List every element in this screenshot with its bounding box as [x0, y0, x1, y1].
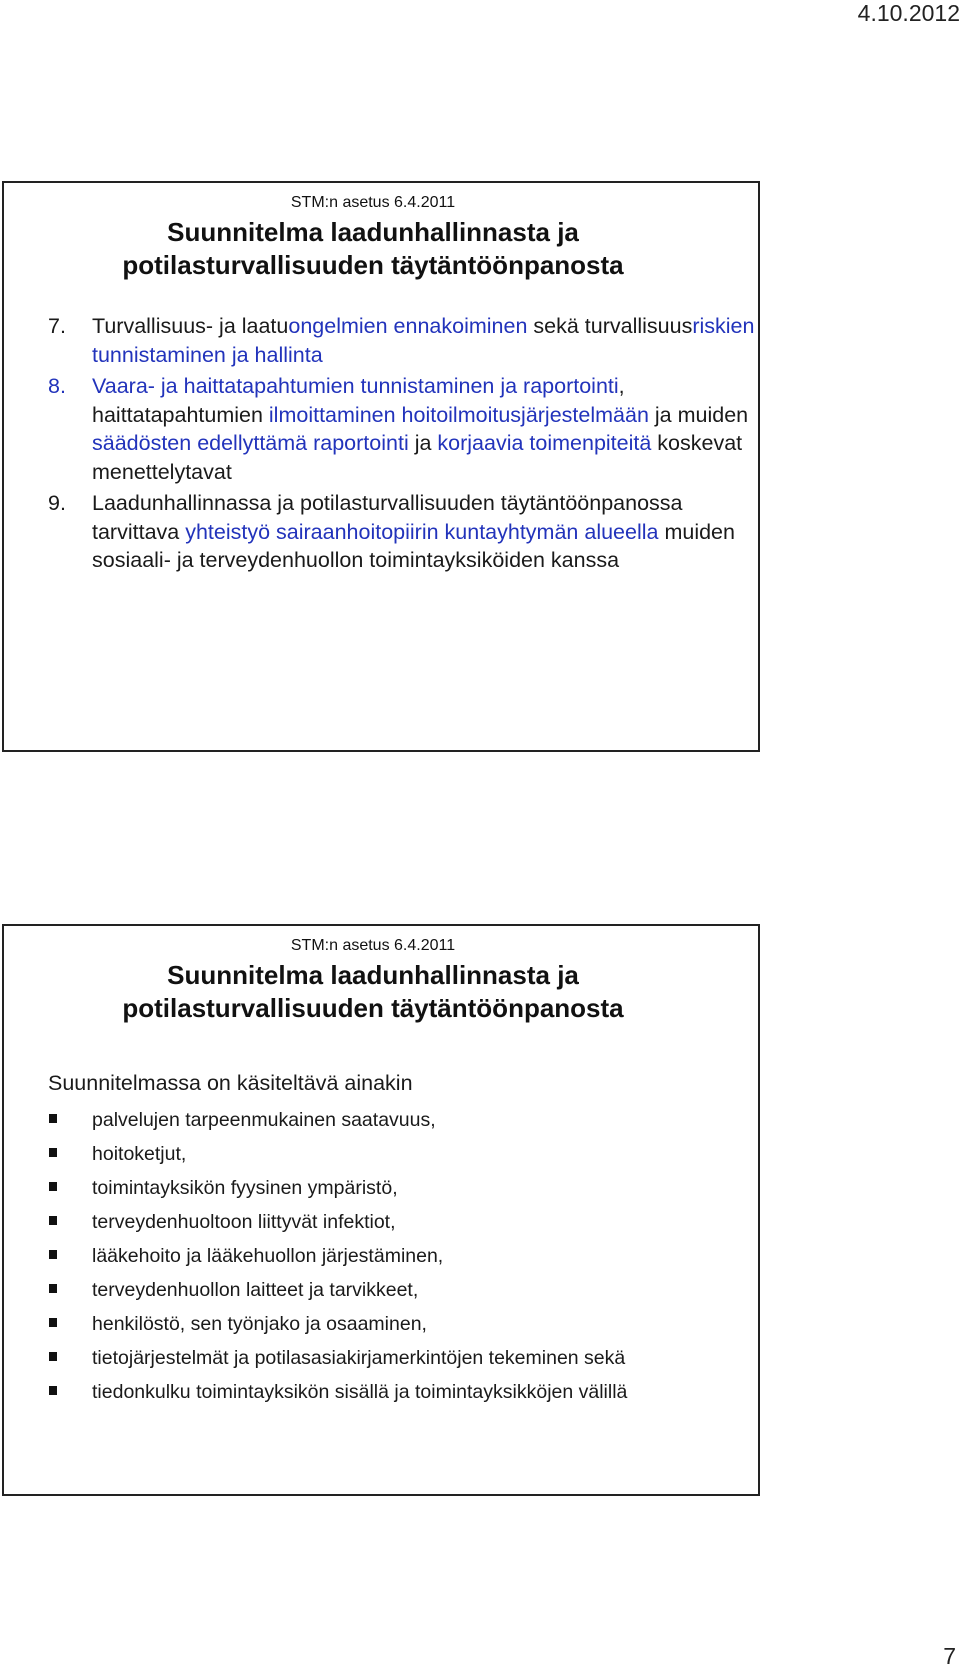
list-item	[4, 372, 758, 486]
bullet-item	[4, 1273, 758, 1307]
text-segment: ja	[408, 431, 438, 455]
numbered-list	[4, 312, 758, 575]
bullet-text: terveydenhuollon laitteet ja tarvikkeet,	[92, 1279, 419, 1301]
square-bullet-icon	[49, 1148, 57, 1157]
highlighted-text: yhteistyö sairaanhoitopiirin kuntayhtymän alueella	[185, 519, 659, 544]
bullet-text: tiedonkulku toimintayksikön sisällä ja toimintayksikköjen välillä	[92, 1381, 628, 1403]
highlighted-text: korjaavia toimenpiteitä	[437, 431, 652, 455]
bullet-text: lääkehoito ja lääkehuollon järjestäminen,	[92, 1245, 444, 1267]
square-bullet-icon	[49, 1318, 57, 1327]
slide-title	[0, 216, 758, 282]
text-segment: ja muiden	[648, 402, 749, 427]
slide-subtitle: STM:n asetus 6.4.2011	[290, 937, 456, 954]
item-text	[92, 314, 754, 367]
page-date: 4.10.2012	[857, 0, 960, 26]
square-bullet-icon	[49, 1182, 57, 1191]
list-item	[4, 489, 758, 575]
text-segment: Turvallisuus- ja laatu	[92, 314, 289, 338]
item-number: 9.	[48, 491, 66, 515]
highlighted-text: riskien tunnistaminen ja hallinta	[92, 314, 755, 367]
item-text	[92, 374, 748, 484]
square-bullet-icon	[49, 1284, 57, 1293]
bullet-text: henkilöstö, sen työnjako ja osaaminen,	[92, 1313, 427, 1335]
slide-title-line-2: potilasturvallisuuden täytäntöönpanosta	[122, 250, 624, 280]
square-bullet-icon	[49, 1114, 57, 1123]
slide-title	[0, 959, 758, 1025]
bullet-item	[4, 1137, 758, 1171]
bullet-text: terveydenhuoltoon liittyvät infektiot,	[92, 1211, 396, 1233]
item-text	[92, 491, 735, 572]
list-item	[4, 312, 758, 369]
bullet-item	[4, 1171, 758, 1205]
highlighted-text: säädösten edellyttämä raportointi	[92, 431, 409, 455]
page-number: 7	[943, 1643, 956, 1669]
slide-subtitle: STM:n asetus 6.4.2011	[290, 194, 456, 211]
bullet-item	[4, 1307, 758, 1341]
square-bullet-icon	[49, 1216, 57, 1225]
text-segment: koskevat menettelytavat	[92, 431, 743, 484]
slide-2	[2, 924, 760, 1496]
text-segment: sekä turvallisuus	[527, 314, 693, 338]
bullet-text: palvelujen tarpeenmukainen saatavuus,	[92, 1109, 436, 1131]
bullet-list	[4, 1103, 758, 1409]
item-number: 7.	[48, 314, 66, 338]
slide-title-line-1: Suunnitelma laadunhallinnasta ja	[167, 960, 579, 990]
slide-1	[2, 181, 760, 752]
highlighted-text: ongelmien ennakoiminen	[288, 314, 528, 338]
bullet-text: toimintayksikön fyysinen ympäristö,	[92, 1177, 398, 1199]
bullet-item	[4, 1341, 758, 1375]
square-bullet-icon	[49, 1352, 57, 1361]
intro-text: Suunnitelmassa on käsiteltävä ainakin	[48, 1071, 413, 1095]
text-segment: Laadunhallinnassa ja potilasturvallisuuden täytäntöönpanossa tarvittava	[92, 491, 683, 544]
bullet-text: tietojärjestelmät ja potilasasiakirjamerkintöjen tekeminen sekä	[92, 1347, 626, 1369]
highlighted-text: ilmoittaminen hoitoilmoitusjärjestelmään	[268, 402, 649, 427]
text-segment: muiden sosiaali- ja terveydenhuollon toimintayksiköiden kanssa	[92, 519, 735, 572]
bullet-text: hoitoketjut,	[92, 1143, 187, 1165]
bullet-item	[4, 1205, 758, 1239]
highlighted-text: Vaara- ja haittatapahtumien tunnistaminen ja raportointi	[92, 374, 619, 398]
square-bullet-icon	[49, 1386, 57, 1395]
slide-title-line-1: Suunnitelma laadunhallinnasta ja	[167, 217, 579, 247]
bullet-item	[4, 1375, 758, 1409]
bullet-item	[4, 1103, 758, 1137]
bullet-item	[4, 1239, 758, 1273]
item-number: 8.	[48, 374, 66, 398]
text-segment: , haittatapahtumien	[92, 374, 625, 427]
slide-title-line-2: potilasturvallisuuden täytäntöönpanosta	[122, 993, 624, 1023]
square-bullet-icon	[49, 1250, 57, 1259]
